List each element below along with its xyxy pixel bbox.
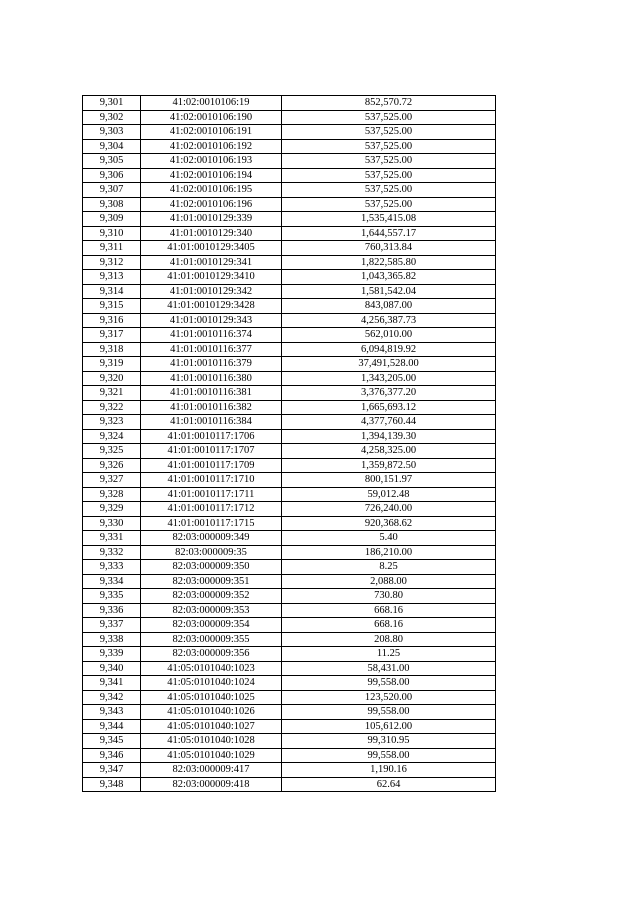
row-number-cell: 9,346 (83, 748, 141, 763)
value-cell: 1,394,139.30 (282, 429, 496, 444)
table-row (83, 632, 496, 647)
row-number-cell: 9,303 (83, 125, 141, 140)
row-number-cell: 9,345 (83, 734, 141, 749)
row-number-cell: 9,316 (83, 313, 141, 328)
table-row (83, 647, 496, 662)
value-cell: 800,151.97 (282, 473, 496, 488)
value-cell: 1,822,585.80 (282, 255, 496, 270)
value-cell: 537,525.00 (282, 168, 496, 183)
row-number-cell: 9,333 (83, 560, 141, 575)
row-number-cell: 9,339 (83, 647, 141, 662)
value-cell: 123,520.00 (282, 690, 496, 705)
cadastral-number-cell: 41:02:0010106:195 (141, 183, 282, 198)
cadastral-number-cell: 41:02:0010106:193 (141, 154, 282, 169)
table-row (83, 444, 496, 459)
value-cell: 6,094,819.92 (282, 342, 496, 357)
row-number-cell: 9,347 (83, 763, 141, 778)
table-row (83, 777, 496, 792)
cadastral-number-cell: 41:01:0010129:3405 (141, 241, 282, 256)
value-cell: 537,525.00 (282, 110, 496, 125)
row-number-cell: 9,307 (83, 183, 141, 198)
value-cell: 1,343,205.00 (282, 371, 496, 386)
row-number-cell: 9,321 (83, 386, 141, 401)
cadastral-number-cell: 82:03:000009:356 (141, 647, 282, 662)
row-number-cell: 9,341 (83, 676, 141, 691)
table-row (83, 429, 496, 444)
table-row (83, 154, 496, 169)
row-number-cell: 9,340 (83, 661, 141, 676)
cadastral-number-cell: 41:01:0010116:380 (141, 371, 282, 386)
row-number-cell: 9,331 (83, 531, 141, 546)
table-row (83, 574, 496, 589)
table-row (83, 284, 496, 299)
table-row (83, 603, 496, 618)
row-number-cell: 9,317 (83, 328, 141, 343)
cadastral-number-cell: 41:01:0010117:1712 (141, 502, 282, 517)
table-row (83, 371, 496, 386)
cadastral-number-cell: 41:05:0101040:1026 (141, 705, 282, 720)
value-cell: 1,581,542.04 (282, 284, 496, 299)
cadastral-number-cell: 41:01:0010129:339 (141, 212, 282, 227)
row-number-cell: 9,322 (83, 400, 141, 415)
row-number-cell: 9,302 (83, 110, 141, 125)
table-row (83, 502, 496, 517)
table-row (83, 255, 496, 270)
value-cell: 537,525.00 (282, 139, 496, 154)
row-number-cell: 9,342 (83, 690, 141, 705)
cadastral-number-cell: 82:03:000009:355 (141, 632, 282, 647)
row-number-cell: 9,308 (83, 197, 141, 212)
table-row (83, 96, 496, 111)
value-cell: 11.25 (282, 647, 496, 662)
value-cell: 58,431.00 (282, 661, 496, 676)
table-row (83, 589, 496, 604)
row-number-cell: 9,332 (83, 545, 141, 560)
row-number-cell: 9,348 (83, 777, 141, 792)
value-cell: 668.16 (282, 603, 496, 618)
table-row (83, 458, 496, 473)
cadastral-number-cell: 82:03:000009:352 (141, 589, 282, 604)
value-cell: 1,665,693.12 (282, 400, 496, 415)
row-number-cell: 9,320 (83, 371, 141, 386)
row-number-cell: 9,344 (83, 719, 141, 734)
cadastral-number-cell: 41:05:0101040:1029 (141, 748, 282, 763)
table-row (83, 139, 496, 154)
cadastral-number-cell: 82:03:000009:353 (141, 603, 282, 618)
table-row (83, 400, 496, 415)
value-cell: 4,258,325.00 (282, 444, 496, 459)
row-number-cell: 9,325 (83, 444, 141, 459)
value-cell: 59,012.48 (282, 487, 496, 502)
row-number-cell: 9,326 (83, 458, 141, 473)
cadastral-number-cell: 41:01:0010116:384 (141, 415, 282, 430)
table-row (83, 212, 496, 227)
cadastral-number-cell: 41:02:0010106:196 (141, 197, 282, 212)
table-row (83, 516, 496, 531)
cadastral-number-cell: 82:03:000009:351 (141, 574, 282, 589)
value-cell: 1,043,365.82 (282, 270, 496, 285)
row-number-cell: 9,329 (83, 502, 141, 517)
table-row (83, 676, 496, 691)
value-cell: 537,525.00 (282, 183, 496, 198)
table-row (83, 560, 496, 575)
value-cell: 1,535,415.08 (282, 212, 496, 227)
row-number-cell: 9,327 (83, 473, 141, 488)
value-cell: 1,644,557.17 (282, 226, 496, 241)
cadastral-number-cell: 82:03:000009:417 (141, 763, 282, 778)
cadastral-number-cell: 41:05:0101040:1025 (141, 690, 282, 705)
value-cell: 5.40 (282, 531, 496, 546)
cadastral-number-cell: 41:01:0010129:3428 (141, 299, 282, 314)
cadastral-number-cell: 41:01:0010129:341 (141, 255, 282, 270)
table-row (83, 110, 496, 125)
cadastral-number-cell: 41:05:0101040:1024 (141, 676, 282, 691)
row-number-cell: 9,335 (83, 589, 141, 604)
table-row (83, 531, 496, 546)
cadastral-number-cell: 82:03:000009:350 (141, 560, 282, 575)
cadastral-number-cell: 41:01:0010129:342 (141, 284, 282, 299)
value-cell: 1,359,872.50 (282, 458, 496, 473)
cadastral-number-cell: 41:01:0010116:382 (141, 400, 282, 415)
cadastral-number-cell: 41:02:0010106:19 (141, 96, 282, 111)
row-number-cell: 9,336 (83, 603, 141, 618)
value-cell: 843,087.00 (282, 299, 496, 314)
row-number-cell: 9,319 (83, 357, 141, 372)
table-row (83, 270, 496, 285)
cadastral-number-cell: 41:01:0010117:1711 (141, 487, 282, 502)
value-cell: 726,240.00 (282, 502, 496, 517)
cadastral-number-cell: 41:01:0010116:381 (141, 386, 282, 401)
row-number-cell: 9,318 (83, 342, 141, 357)
cadastral-number-cell: 41:02:0010106:194 (141, 168, 282, 183)
value-cell: 186,210.00 (282, 545, 496, 560)
table-row (83, 618, 496, 633)
value-cell: 105,612.00 (282, 719, 496, 734)
cadastral-number-cell: 41:01:0010129:343 (141, 313, 282, 328)
value-cell: 668.16 (282, 618, 496, 633)
cadastral-number-cell: 82:03:000009:418 (141, 777, 282, 792)
value-cell: 99,558.00 (282, 676, 496, 691)
cadastral-number-cell: 41:01:0010117:1710 (141, 473, 282, 488)
row-number-cell: 9,314 (83, 284, 141, 299)
table-row (83, 734, 496, 749)
table-row (83, 313, 496, 328)
row-number-cell: 9,312 (83, 255, 141, 270)
cadastral-number-cell: 41:02:0010106:190 (141, 110, 282, 125)
table-row (83, 357, 496, 372)
value-cell: 537,525.00 (282, 154, 496, 169)
value-cell: 99,558.00 (282, 705, 496, 720)
value-cell: 4,256,387.73 (282, 313, 496, 328)
table-row (83, 690, 496, 705)
value-cell: 37,491,528.00 (282, 357, 496, 372)
value-cell: 537,525.00 (282, 125, 496, 140)
cadastral-number-cell: 41:01:0010116:374 (141, 328, 282, 343)
cadastral-number-cell: 41:05:0101040:1023 (141, 661, 282, 676)
cadastral-number-cell: 41:02:0010106:191 (141, 125, 282, 140)
cadastral-number-cell: 41:01:0010117:1709 (141, 458, 282, 473)
table-row (83, 226, 496, 241)
cadastral-number-cell: 41:01:0010129:340 (141, 226, 282, 241)
row-number-cell: 9,301 (83, 96, 141, 111)
row-number-cell: 9,328 (83, 487, 141, 502)
row-number-cell: 9,330 (83, 516, 141, 531)
row-number-cell: 9,306 (83, 168, 141, 183)
value-cell: 99,558.00 (282, 748, 496, 763)
cadastral-number-cell: 41:05:0101040:1027 (141, 719, 282, 734)
row-number-cell: 9,337 (83, 618, 141, 633)
row-number-cell: 9,311 (83, 241, 141, 256)
table-row (83, 487, 496, 502)
value-cell: 562,010.00 (282, 328, 496, 343)
cadastral-number-cell: 82:03:000009:354 (141, 618, 282, 633)
value-cell: 4,377,760.44 (282, 415, 496, 430)
value-cell: 208.80 (282, 632, 496, 647)
value-cell: 62.64 (282, 777, 496, 792)
row-number-cell: 9,334 (83, 574, 141, 589)
table-row (83, 386, 496, 401)
row-number-cell: 9,305 (83, 154, 141, 169)
cadastral-number-cell: 41:01:0010117:1706 (141, 429, 282, 444)
cadastral-number-cell: 41:01:0010116:379 (141, 357, 282, 372)
cadastral-number-cell: 41:01:0010117:1707 (141, 444, 282, 459)
cadastral-number-cell: 41:01:0010116:377 (141, 342, 282, 357)
row-number-cell: 9,338 (83, 632, 141, 647)
cadastral-number-cell: 41:01:0010117:1715 (141, 516, 282, 531)
cadastral-number-cell: 41:02:0010106:192 (141, 139, 282, 154)
table-row (83, 342, 496, 357)
cadastral-number-cell: 41:01:0010129:3410 (141, 270, 282, 285)
row-number-cell: 9,304 (83, 139, 141, 154)
value-cell: 730.80 (282, 589, 496, 604)
table-row (83, 473, 496, 488)
table-row (83, 241, 496, 256)
table-row (83, 168, 496, 183)
value-cell: 99,310.95 (282, 734, 496, 749)
row-number-cell: 9,309 (83, 212, 141, 227)
row-number-cell: 9,343 (83, 705, 141, 720)
row-number-cell: 9,310 (83, 226, 141, 241)
value-cell: 8.25 (282, 560, 496, 575)
table-row (83, 125, 496, 140)
table-row (83, 748, 496, 763)
value-cell: 3,376,377.20 (282, 386, 496, 401)
value-cell: 852,570.72 (282, 96, 496, 111)
value-cell: 1,190.16 (282, 763, 496, 778)
table-row (83, 661, 496, 676)
row-number-cell: 9,313 (83, 270, 141, 285)
cadastral-number-cell: 82:03:000009:349 (141, 531, 282, 546)
value-cell: 920,368.62 (282, 516, 496, 531)
table-body (83, 96, 496, 792)
table-row (83, 545, 496, 560)
table-row (83, 328, 496, 343)
value-cell: 2,088.00 (282, 574, 496, 589)
table-row (83, 299, 496, 314)
row-number-cell: 9,315 (83, 299, 141, 314)
table-row (83, 705, 496, 720)
table-row (83, 763, 496, 778)
row-number-cell: 9,323 (83, 415, 141, 430)
table-row (83, 197, 496, 212)
cadastral-value-table (82, 95, 496, 792)
table-row (83, 183, 496, 198)
cadastral-number-cell: 41:05:0101040:1028 (141, 734, 282, 749)
row-number-cell: 9,324 (83, 429, 141, 444)
value-cell: 537,525.00 (282, 197, 496, 212)
cadastral-number-cell: 82:03:000009:35 (141, 545, 282, 560)
value-cell: 760,313.84 (282, 241, 496, 256)
table-row (83, 719, 496, 734)
table-row (83, 415, 496, 430)
